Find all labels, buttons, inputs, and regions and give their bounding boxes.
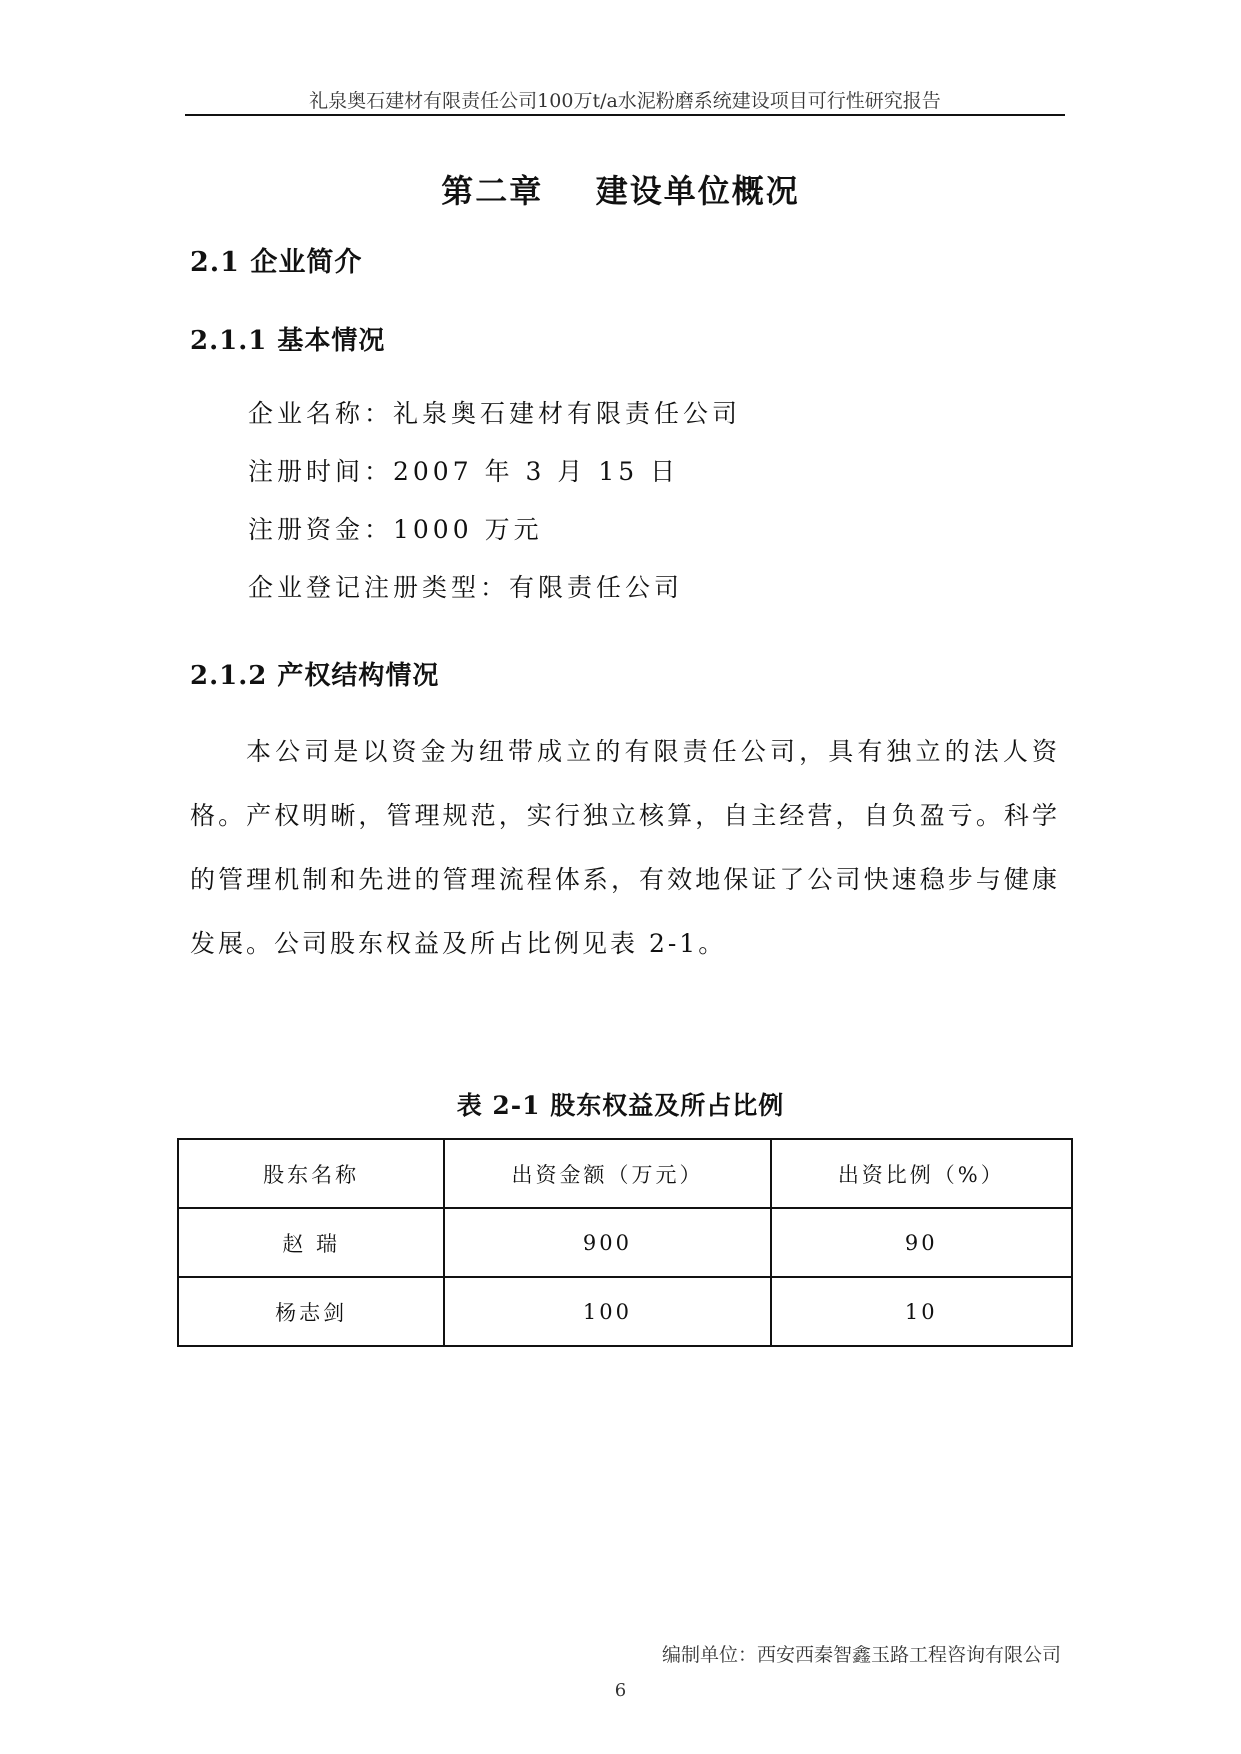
footer-compiler: 编制单位：西安西秦智鑫玉路工程咨询有限公司 [661, 1644, 1061, 1666]
table-caption: 表 2-1 股东权益及所占比例 [456, 1091, 785, 1120]
section-heading-2-1: 2.1 企业简介 [190, 247, 363, 278]
registration-date-line: 注册时间：2007 年 3 月 15 日 [248, 457, 680, 486]
ownership-paragraph: 本公司是以资金为纽带成立的有限责任公司，具有独立的法人资格。产权明晰，管理规范，实行独立核算，自主经营，自负盈亏。科学的管理机制和先进的管理流程体系，有效地保证了公司快速稳步与健康发展。公司股东权益及所占比例见表 2-1。 [190, 737, 1060, 958]
page-header-title: 礼泉奥石建材有限责任公司100万t/a水泥粉磨系统建设项目可行性研究报告 [309, 90, 941, 112]
table-row [178, 1277, 1072, 1346]
shareholder-name-cell: 杨志剑 [178, 1277, 444, 1346]
registration-type-line: 企业登记注册类型：有限责任公司 [248, 573, 684, 602]
amount-cell: 100 [444, 1277, 770, 1346]
section-heading-2-1-2: 2.1.2 产权结构情况 [190, 661, 440, 691]
page-number: 6 [614, 1680, 627, 1701]
header-rule [185, 114, 1065, 116]
table-header-row [178, 1139, 1072, 1208]
ratio-cell: 90 [771, 1208, 1072, 1277]
column-header-amount: 出资金额（万元） [444, 1139, 770, 1208]
column-header-shareholder: 股东名称 [178, 1139, 444, 1208]
shareholder-table [177, 1138, 1073, 1347]
shareholder-name-cell: 赵 瑞 [178, 1208, 444, 1277]
registered-capital-line: 注册资金：1000 万元 [248, 515, 543, 544]
section-heading-2-1-1: 2.1.1 基本情况 [190, 326, 386, 356]
ratio-cell: 10 [771, 1277, 1072, 1346]
column-header-ratio: 出资比例（%） [771, 1139, 1072, 1208]
chapter-title: 第二章 建设单位概况 [441, 172, 800, 210]
company-name-line: 企业名称：礼泉奥石建材有限责任公司 [248, 399, 742, 428]
table-row [178, 1208, 1072, 1277]
amount-cell: 900 [444, 1208, 770, 1277]
